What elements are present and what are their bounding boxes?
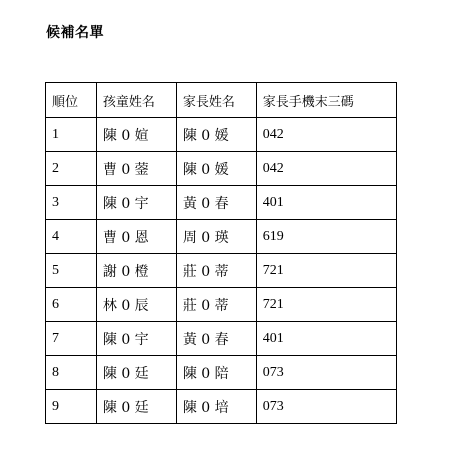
cell-child-name: 陳 0 廷 (96, 356, 176, 390)
cell-child-name: 陳 0 廷 (96, 390, 176, 424)
table-row (46, 118, 397, 152)
table-row (46, 152, 397, 186)
table-row (46, 390, 397, 424)
header-phone-last3: 家長手機末三碼 (256, 83, 396, 118)
cell-phone-last3: 401 (256, 322, 396, 356)
waitlist-table (45, 82, 397, 424)
table-body (46, 118, 397, 424)
cell-order: 4 (46, 220, 97, 254)
cell-order: 5 (46, 254, 97, 288)
cell-phone-last3: 721 (256, 288, 396, 322)
cell-phone-last3: 401 (256, 186, 396, 220)
document-title: 候補名單 (46, 25, 104, 41)
cell-order: 2 (46, 152, 97, 186)
header-order: 順位 (46, 83, 97, 118)
cell-order: 9 (46, 390, 97, 424)
cell-parent-name: 陳 0 培 (176, 390, 256, 424)
cell-phone-last3: 042 (256, 118, 396, 152)
cell-order: 1 (46, 118, 97, 152)
cell-child-name: 謝 0 橙 (96, 254, 176, 288)
cell-order: 3 (46, 186, 97, 220)
cell-phone-last3: 073 (256, 390, 396, 424)
table-row (46, 254, 397, 288)
cell-phone-last3: 042 (256, 152, 396, 186)
cell-parent-name: 陳 0 陪 (176, 356, 256, 390)
cell-order: 8 (46, 356, 97, 390)
cell-child-name: 曹 0 蓥 (96, 152, 176, 186)
table-row (46, 288, 397, 322)
cell-child-name: 曹 0 恩 (96, 220, 176, 254)
cell-child-name: 陳 0 宇 (96, 186, 176, 220)
cell-parent-name: 莊 0 蒂 (176, 254, 256, 288)
table-row (46, 186, 397, 220)
cell-phone-last3: 721 (256, 254, 396, 288)
cell-child-name: 陳 0 宇 (96, 322, 176, 356)
cell-phone-last3: 073 (256, 356, 396, 390)
header-child-name: 孩童姓名 (96, 83, 176, 118)
cell-parent-name: 陳 0 媛 (176, 118, 256, 152)
cell-parent-name: 黃 0 春 (176, 322, 256, 356)
header-parent-name: 家長姓名 (176, 83, 256, 118)
table-row (46, 356, 397, 390)
cell-phone-last3: 619 (256, 220, 396, 254)
cell-parent-name: 莊 0 蒂 (176, 288, 256, 322)
cell-child-name: 林 0 辰 (96, 288, 176, 322)
table-header-row (46, 83, 397, 118)
cell-parent-name: 黃 0 春 (176, 186, 256, 220)
cell-order: 7 (46, 322, 97, 356)
table-row (46, 322, 397, 356)
cell-child-name: 陳 0 媗 (96, 118, 176, 152)
cell-order: 6 (46, 288, 97, 322)
table-row (46, 220, 397, 254)
cell-parent-name: 陳 0 媛 (176, 152, 256, 186)
cell-parent-name: 周 0 瑛 (176, 220, 256, 254)
